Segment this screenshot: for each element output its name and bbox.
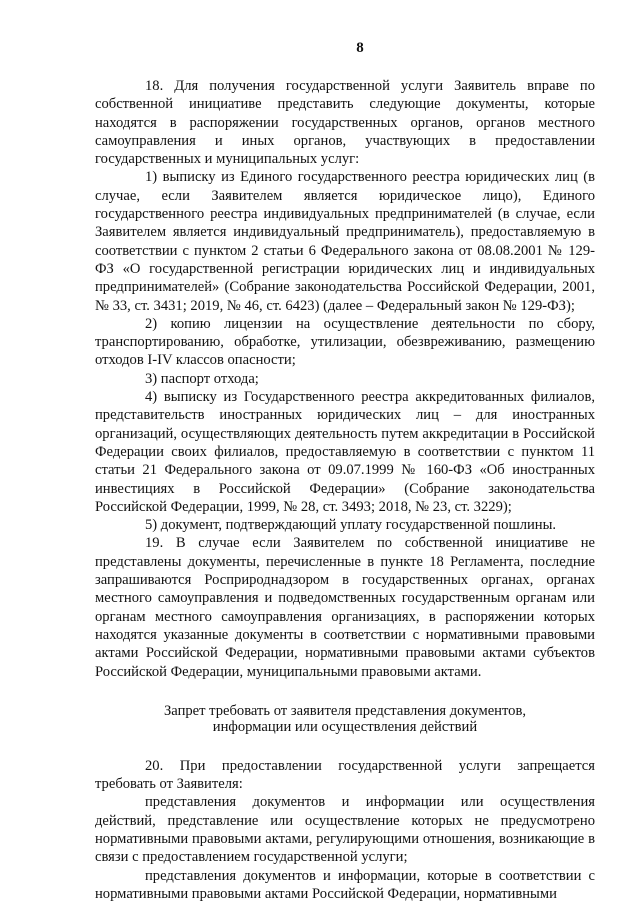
list-item-3: 3) паспорт отхода;: [145, 370, 259, 387]
section-heading: [95, 703, 595, 735]
paragraph-20-item-2: представления документов и информации, которые в соответствии с нормативными правовыми актами Российской Федерации, нормативными: [95, 867, 595, 902]
page-number: 8: [356, 40, 364, 56]
section-heading-line-1: Запрет требовать от заявителя представления документов,: [163, 702, 527, 719]
paragraph-20-item-1: представления документов и информации или осуществления действий, представление или осуществление которых не предусмотрено нормативными правовыми актами, регулирующими отношения, возникающие в связи с предоставлением государственной услуги;: [95, 794, 595, 866]
paragraph-20: 20. При предоставлении государственной услуги запрещается требовать от Заявителя:: [95, 757, 595, 793]
list-item-5: 5) документ, подтверждающий уплату государственной пошлины.: [145, 517, 557, 534]
list-item-1: 1) выписку из Единого государственного реестра юридических лиц (в случае, если Заявителем является юридическое лицо), Единого государственного реестра индивидуальных предпринимателей (в случае, если Заявителем является индивидуальный предприниматель), предоставляемую в соответствии с пунктом 2 статьи 6 Федерального закона от 08.08.2001 № 129-ФЗ «О государственной регистрации юридических лиц и индивидуальных предпринимателей» (Собрание законодательства Российской Федерации, 2001, № 33, ст. 3431; 2019, № 46, ст. 6423) (далее – Федеральный закон № 129-ФЗ);: [95, 169, 595, 314]
section-heading-line-2: информации или осуществления действий: [212, 718, 478, 735]
paragraph-19: 19. В случае если Заявителем по собственной инициативе не представлены документы, перечисленные в пункте 18 Регламента, последние запрашиваются Росприроднадзором в государственных органах, органах местного самоуправления и подведомственных государственным органам или органам местного самоуправления организациях, в распоряжении которых находятся указанные документы в соответствии с нормативными правовыми актами Российской Федерации, нормативными правовыми актами субъектов Российской Федерации, муниципальными правовыми актами.: [95, 535, 595, 680]
list-item-4: 4) выписку из Государственного реестра аккредитованных филиалов, представительств иностранных юридических лиц – для иностранных организаций, осуществляющих деятельность путем аккредитации в Российской Федерации своих филиалов, предоставляемую в соответствии с пунктом 11 статьи 21 Федерального закона от 09.07.1999 № 160-ФЗ «Об иностранных инвестициях в Российской Федерации» (Собрание законодательства Российской Федерации, 1999, № 28, ст. 3493; 2018, № 23, ст. 3229);: [95, 389, 595, 515]
list-item-2: 2) копию лицензии на осуществление деятельности по сбору, транспортированию, обработке, утилизации, обезвреживанию, размещению отходов I-IV классов опасности;: [95, 315, 595, 369]
paragraph-18: 18. Для получения государственной услуги Заявитель вправе по собственной инициативе представить следующие документы, которые находятся в распоряжении государственных органов, органов местного самоуправления и иных органов, участвующих в предоставлении государственных и муниципальных услуг:: [95, 78, 595, 168]
